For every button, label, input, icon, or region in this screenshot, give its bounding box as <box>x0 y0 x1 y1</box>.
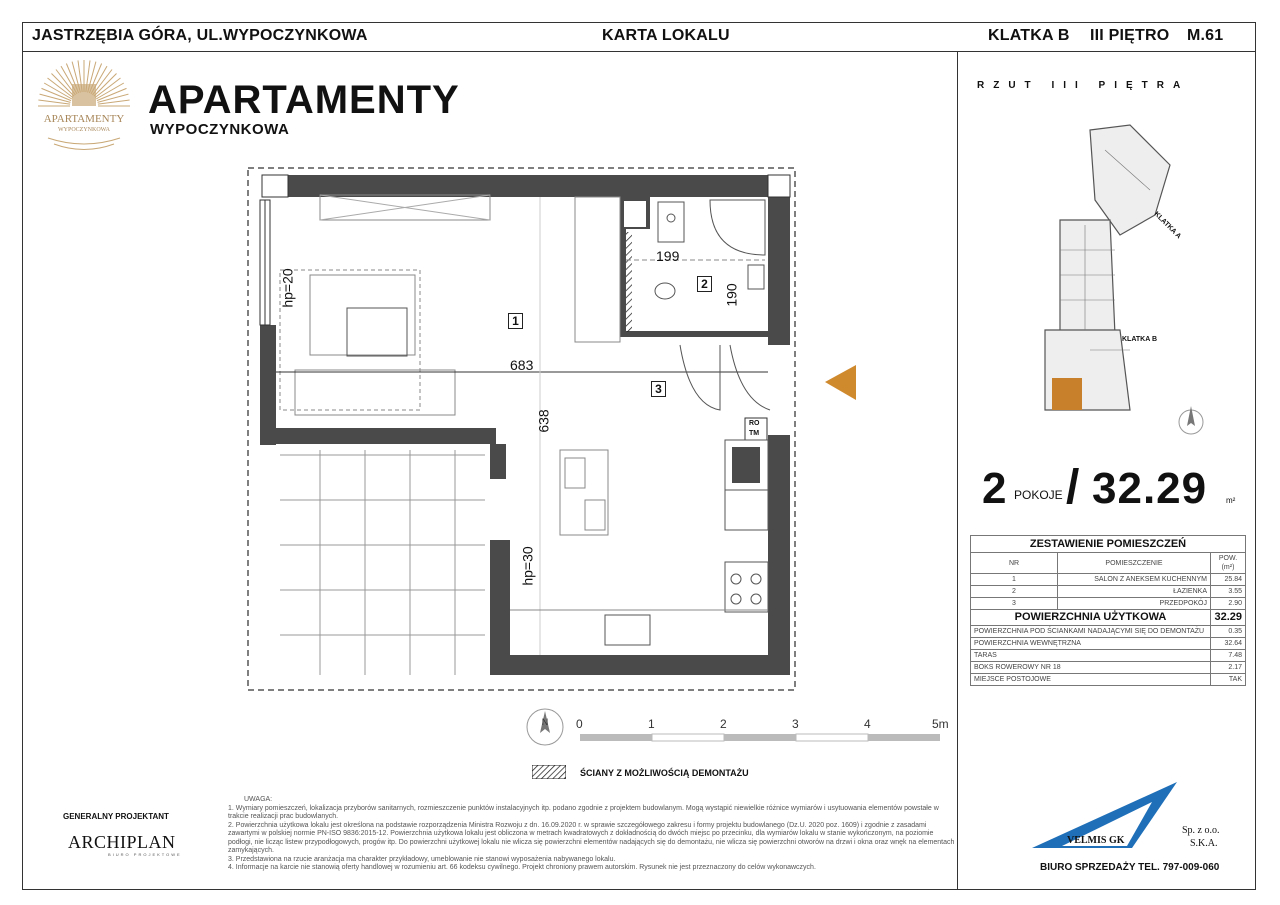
notes <box>228 796 958 873</box>
area-unit: m² <box>1226 496 1236 505</box>
velmis-company: Sp. z o.o. S.K.A. <box>1182 825 1220 849</box>
general-designer-label: GENERALNY PROJEKTANT <box>63 812 169 821</box>
dim-height: 638 <box>535 409 552 433</box>
header-floor: III PIĘTRO <box>1090 27 1170 44</box>
scale-label-4: 4 <box>864 717 871 731</box>
header-stairwell: KLATKA B <box>988 27 1070 44</box>
dim-width: 683 <box>510 357 534 373</box>
scale-label-5: 5m <box>932 717 949 731</box>
table-row: 1 SALON Z ANEKSEM KUCHENNYM 25.84 <box>971 574 1246 586</box>
table-row: POWIERZCHNIA WEWNĘTRZNA 32.64 <box>971 638 1246 650</box>
note-item: 2. Powierzchnia użytkowa lokalu jest określona na podstawie rozporządzenia Ministra Rozwoju z dn. 16.09.2020 r. w sprawie szczegółowego zakresu i formy projektu budowlanego (Dz.U. 2020 poz. 1609) i zgodnie z zasadami zawartymi w polskiej normie PN-ISO 9836:2015-12. Powierzchnia użytkowa lokalu jest obliczona w metrach kwadratowych z dokładnością do dwóch miejsc po przecinku, dla wymiarów lokalu w stanie wykończonym, na poziomie podłogi, nie licząc listew przypodłogowych, progów itp. Do powierzchni użytkowej lokalu nie wlicza się powierzchni elementów nadających się do demontażu, nie wlicza się powierzchni otworów na drzwi i okna oraz wnęk na elementach zamykających. <box>228 821 955 854</box>
hatch-legend-swatch <box>532 765 566 779</box>
svg-text:N: N <box>541 717 549 727</box>
key-plan-north-icon <box>1176 402 1206 438</box>
scale-bar <box>578 732 948 744</box>
velmis-name: VELMIS GK <box>1067 835 1125 846</box>
brand-title: APARTAMENTY <box>148 78 460 122</box>
key-plan <box>1030 120 1180 420</box>
table-sum-row: POWIERZCHNIA UŻYTKOWA 32.29 <box>971 610 1246 626</box>
ro-label: RO <box>749 420 760 427</box>
tm-label: TM <box>749 430 760 437</box>
table-row: POWIERZCHNIA POD ŚCIANKAMI NADAJĄCYMI SIĘ DO DEMONTAŻU 0.35 <box>971 626 1246 638</box>
note-item: 1. Wymiary pomieszczeń, lokalizacja przyborów sanitarnych, rozmieszczenie punktów instalacyjnych itp. podano zgodnie z projektem budowlanym. Mogą wystąpić niewielkie różnice wymiarów i usytuowania elementów powstałe w trakcie realizacji prac budowlanych. <box>228 804 939 820</box>
header-title: KARTA LOKALU <box>602 27 730 44</box>
col-area: POW. (m²) <box>1211 553 1246 574</box>
rooms-table <box>970 535 1246 686</box>
sun-logo-icon <box>30 58 138 158</box>
table-row: BOKS ROWEROWY NR 18 2.17 <box>971 662 1246 674</box>
hp-terrace-label: hp=30 <box>519 546 536 586</box>
klatka-a-label: KLATKA A <box>1152 210 1183 241</box>
table-row: MIEJSCE POSTOJOWE TAK <box>971 674 1246 686</box>
notes-heading: UWAGA: <box>244 796 273 803</box>
archiplan-sub: BIURO PROJEKTOWE <box>108 852 182 857</box>
scale-label-3: 3 <box>792 717 799 731</box>
room-number-1: 1 <box>508 313 523 329</box>
klatka-b-label: KLATKA B <box>1122 336 1157 343</box>
scale-label-1: 1 <box>648 717 655 731</box>
floor-plan-title: RZUT III PIĘTRA <box>977 80 1190 91</box>
note-item: 4. Informacje na karcie nie stanowią oferty handlowej w rozumieniu art. 66 kodeksu cywilnego. Projekt chroniony prawem autorskim. Rysunek nie jest przeznaczony do celów wykonawczych. <box>228 864 816 871</box>
room-number-3: 3 <box>651 381 666 397</box>
header-location: JASTRZĘBIA GÓRA, UL.WYPOCZYNKOWA <box>32 27 368 44</box>
room-number-2: 2 <box>697 276 712 292</box>
logo-subtext: WYPOCZYNKOWA <box>58 127 110 133</box>
rooms-count: 2 <box>982 464 1007 513</box>
col-nr: NR <box>971 553 1058 574</box>
scale-label-0: 0 <box>576 717 583 731</box>
header-bar <box>22 22 1256 52</box>
hp-left-label: hp=20 <box>279 268 296 308</box>
rooms-table-title: ZESTAWIENIE POMIESZCZEŃ <box>971 536 1246 553</box>
legend-demountable-walls: ŚCIANY Z MOŻLIWOŚCIĄ DEMONTAŻU <box>580 768 749 778</box>
col-room: POMIESZCZENIE <box>1058 553 1211 574</box>
table-row: TARAS 7.48 <box>971 650 1246 662</box>
north-arrow-icon <box>523 705 567 749</box>
archiplan-logo: ARCHIPLAN <box>68 832 176 852</box>
table-row: 3 PRZEDPOKÓJ 2.90 <box>971 598 1246 610</box>
logo-text: APARTAMENTY <box>43 113 125 125</box>
sales-office-phone: BIURO SPRZEDAŻY TEL. 797-009-060 <box>1040 862 1220 873</box>
rooms-label: POKOJE <box>1014 488 1063 502</box>
total-area: 32.29 <box>1092 464 1208 513</box>
note-item: 3. Przedstawiona na rzucie aranżacja ma charakter przykładowy, umeblowanie nie stanowi wyposażenia nabywanego lokalu. <box>228 855 616 863</box>
area-slash: / <box>1066 461 1080 514</box>
brand-subtitle: WYPOCZYNKOWA <box>150 121 290 138</box>
dim-bath-width: 199 <box>656 248 680 264</box>
scale-label-2: 2 <box>720 717 727 731</box>
header-unit: M.61 <box>1187 27 1224 44</box>
entrance-arrow-icon <box>825 365 856 400</box>
dim-bath-height: 190 <box>723 283 740 307</box>
table-row: 2 ŁAZIENKA 3.55 <box>971 586 1246 598</box>
